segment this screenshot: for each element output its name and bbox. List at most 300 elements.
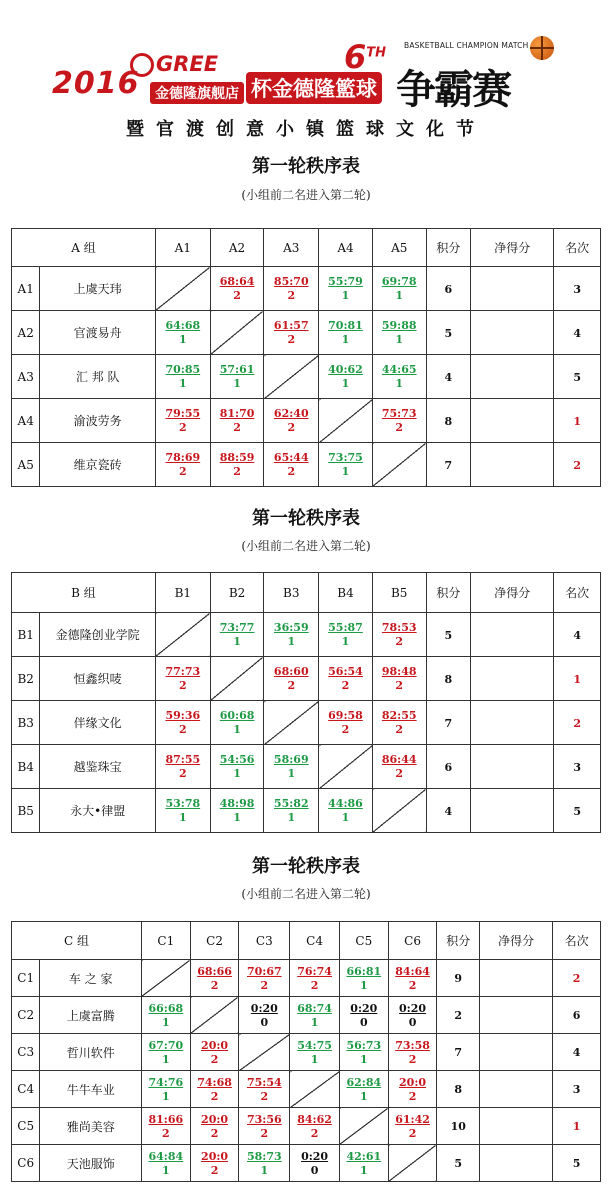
match-result-cell (155, 311, 210, 355)
match-result-cell (155, 701, 210, 745)
net-score-cell (471, 443, 554, 487)
net-score-cell (480, 1108, 553, 1145)
total-cell (426, 399, 471, 443)
match-points: 2 (178, 421, 187, 434)
net-score-cell (480, 1145, 553, 1182)
match-score: 70:85 (165, 363, 201, 376)
match-points: 1 (233, 811, 241, 824)
column-header: A5 (372, 229, 426, 267)
match-result-cell (210, 355, 264, 399)
match-score: 44:86 (328, 797, 363, 810)
event-banner (0, 0, 612, 148)
match-points: 1 (162, 1089, 170, 1103)
rank-value: 3 (572, 1083, 581, 1096)
match-score: 57:61 (219, 363, 255, 376)
brand-name: GREE (156, 52, 219, 76)
total-points: 7 (444, 458, 453, 472)
total-cell (426, 355, 471, 399)
match-points: 1 (287, 767, 296, 780)
rank-value: 4 (572, 1046, 581, 1059)
match-points: 1 (162, 1052, 170, 1066)
match-result-cell (372, 701, 426, 745)
total-cell (437, 1034, 480, 1071)
rank-value: 6 (572, 1009, 581, 1022)
match-score: 70:81 (328, 319, 363, 332)
self-match-cell (155, 267, 210, 311)
match-result-cell (290, 1108, 340, 1145)
match-result-cell (190, 1145, 239, 1182)
match-points: 2 (395, 767, 404, 780)
match-points: 2 (178, 465, 187, 478)
match-result-cell (339, 1145, 388, 1182)
match-points: 2 (178, 679, 187, 692)
total-points: 6 (444, 282, 453, 296)
match-points: 0 (310, 1163, 319, 1177)
standings-table (11, 921, 601, 1182)
rank-cell (554, 657, 601, 701)
net-score-cell (471, 613, 554, 657)
match-result-cell (239, 1145, 290, 1182)
total-points: 8 (444, 414, 453, 428)
match-points: 1 (310, 1052, 319, 1066)
column-header: A3 (264, 229, 319, 267)
match-points: 0 (260, 1015, 269, 1029)
match-result-cell (319, 267, 373, 311)
match-points: 1 (359, 1089, 368, 1103)
match-score: 75:73 (381, 407, 417, 420)
match-score: 64:68 (165, 319, 201, 332)
table-row (12, 745, 601, 789)
total-cell (437, 1108, 480, 1145)
match-result-cell (388, 960, 437, 997)
match-score: 74:76 (148, 1075, 184, 1089)
match-result-cell (264, 267, 319, 311)
match-score: 54:56 (219, 753, 255, 766)
team-code: B4 (12, 745, 40, 789)
match-score: 78:53 (381, 621, 417, 634)
match-score: 62:40 (273, 407, 309, 420)
match-score: 84:64 (395, 964, 430, 978)
total-points: 5 (454, 1157, 463, 1170)
match-result-cell (141, 1108, 190, 1145)
self-match-cell (388, 1145, 437, 1182)
match-result-cell (372, 311, 426, 355)
column-header: B5 (372, 573, 426, 613)
team-name: 上虞天玮 (40, 267, 156, 311)
team-name: 恒鑫织唛 (40, 657, 156, 701)
team-name: 雅尚美容 (40, 1108, 142, 1145)
match-result-cell (264, 613, 319, 657)
match-points: 2 (233, 421, 241, 434)
match-score: 48:98 (219, 797, 255, 810)
match-result-cell (264, 745, 319, 789)
column-header: C6 (388, 922, 437, 960)
rank-value: 2 (573, 716, 581, 730)
match-points: 2 (260, 978, 269, 992)
rank-cell (553, 1145, 601, 1182)
match-score: 73:75 (328, 451, 363, 464)
column-header: C4 (290, 922, 340, 960)
match-points: 1 (178, 811, 187, 824)
match-result-cell (388, 1108, 437, 1145)
match-score: 68:60 (273, 665, 309, 678)
match-points: 0 (359, 1015, 368, 1029)
match-result-cell (190, 960, 239, 997)
match-points: 2 (395, 635, 404, 648)
team-name: 牛牛车业 (40, 1071, 142, 1108)
match-score: 61:42 (395, 1112, 430, 1126)
total-points: 2 (454, 1009, 463, 1022)
event-subtitle: 暨官渡创意小镇篮球文化节 (126, 119, 486, 140)
match-points: 1 (178, 333, 187, 346)
match-points: 2 (287, 289, 296, 302)
match-score: 78:69 (165, 451, 201, 464)
table-row (12, 789, 601, 833)
team-code: C5 (12, 1108, 40, 1145)
match-result-cell (190, 1034, 239, 1071)
section-title: 第一轮秩序表 (252, 156, 360, 177)
rank-cell (553, 997, 601, 1034)
rank-value: 2 (573, 458, 581, 472)
team-code: A2 (12, 311, 40, 355)
self-match-cell (190, 997, 239, 1034)
match-result-cell (190, 1071, 239, 1108)
match-score: 77:73 (165, 665, 201, 678)
match-score: 68:74 (297, 1001, 332, 1015)
net-score-cell (471, 701, 554, 745)
team-code: C3 (12, 1034, 40, 1071)
match-score: 20:0 (201, 1149, 229, 1163)
total-cell (426, 701, 471, 745)
match-score: 74:68 (197, 1075, 232, 1089)
match-points: 1 (395, 289, 404, 302)
match-points: 2 (210, 1089, 219, 1103)
match-score: 44:65 (381, 363, 417, 376)
team-code: C6 (12, 1145, 40, 1182)
match-score: 56:73 (346, 1038, 382, 1052)
match-result-cell (239, 997, 290, 1034)
team-name: 官渡易舟 (40, 311, 156, 355)
match-points: 1 (359, 978, 368, 992)
total-header: 积分 (426, 573, 471, 613)
match-result-cell (319, 355, 373, 399)
match-points: 1 (178, 377, 187, 390)
column-header: A2 (210, 229, 264, 267)
match-result-cell (239, 1108, 290, 1145)
match-points: 1 (287, 811, 296, 824)
total-header: 积分 (426, 229, 471, 267)
match-result-cell (210, 399, 264, 443)
self-match-cell (372, 789, 426, 833)
banner-year: 2016 (52, 66, 140, 101)
table-row (12, 613, 601, 657)
group-label: C 组 (12, 922, 142, 960)
total-cell (426, 657, 471, 701)
section-note: (小组前二名进入第二轮) (241, 188, 371, 202)
match-score: 0:20 (250, 1001, 278, 1015)
team-name: 永大•律盟 (40, 789, 156, 833)
section-title: 第一轮秩序表 (252, 508, 360, 529)
table-row (12, 1145, 601, 1182)
edition-number: 6 (344, 38, 367, 76)
match-score: 81:70 (219, 407, 255, 420)
self-match-cell (264, 701, 319, 745)
column-header: A1 (155, 229, 210, 267)
match-result-cell (319, 613, 373, 657)
rank-cell (554, 443, 601, 487)
match-result-cell (155, 745, 210, 789)
match-points: 2 (310, 1126, 319, 1140)
rank-cell (554, 311, 601, 355)
match-points: 2 (233, 289, 241, 302)
total-header: 积分 (437, 922, 480, 960)
total-points: 7 (454, 1046, 463, 1059)
match-points: 2 (260, 1089, 269, 1103)
total-points: 4 (444, 804, 453, 818)
match-result-cell (264, 789, 319, 833)
net-score-cell (471, 745, 554, 789)
rank-cell (553, 1108, 601, 1145)
table-row (12, 701, 601, 745)
match-result-cell (210, 613, 264, 657)
match-points: 1 (233, 767, 241, 780)
total-points: 5 (444, 326, 453, 340)
match-points: 1 (395, 333, 404, 346)
match-points: 1 (310, 1015, 319, 1029)
team-name: 渝波劳务 (40, 399, 156, 443)
match-points: 0 (408, 1015, 417, 1029)
table-row (12, 960, 601, 997)
rank-cell (554, 613, 601, 657)
net-score-cell (480, 1034, 553, 1071)
match-score: 85:70 (273, 275, 309, 288)
match-score: 68:66 (197, 964, 232, 978)
total-cell (426, 745, 471, 789)
match-score: 76:74 (297, 964, 332, 978)
match-result-cell (141, 1034, 190, 1071)
rank-value: 1 (572, 1120, 581, 1133)
match-result-cell (319, 311, 373, 355)
event-title: 争霸赛 (396, 67, 510, 113)
group-label: B 组 (12, 573, 156, 613)
net-score-cell (471, 657, 554, 701)
match-result-cell (372, 355, 426, 399)
match-result-cell (141, 997, 190, 1034)
match-score: 75:54 (246, 1075, 282, 1089)
self-match-cell (319, 399, 373, 443)
match-points: 1 (233, 635, 241, 648)
header-row (12, 573, 601, 613)
cup-badge: 杯金德隆籃球 (246, 72, 382, 104)
match-score: 59:88 (381, 319, 417, 332)
edition-mark (344, 38, 386, 76)
team-name: 上虞富腾 (40, 997, 142, 1034)
self-match-cell (239, 1034, 290, 1071)
match-score: 61:57 (273, 319, 309, 332)
match-score: 55:82 (273, 797, 309, 810)
match-result-cell (372, 613, 426, 657)
match-result-cell (319, 701, 373, 745)
total-cell (426, 443, 471, 487)
rank-cell (554, 355, 601, 399)
team-name: 天池服饰 (40, 1145, 142, 1182)
self-match-cell (319, 745, 373, 789)
basketball-icon (530, 36, 554, 60)
match-points: 2 (408, 1089, 417, 1103)
standings-table (11, 228, 601, 487)
total-cell (426, 311, 471, 355)
match-points: 2 (162, 1126, 170, 1140)
self-match-cell (210, 311, 264, 355)
match-score: 66:81 (346, 964, 382, 978)
match-points: 2 (408, 1052, 417, 1066)
column-header: C2 (190, 922, 239, 960)
match-score: 0:20 (350, 1001, 378, 1015)
column-header: B4 (319, 573, 373, 613)
match-score: 79:55 (165, 407, 201, 420)
rank-cell (554, 789, 601, 833)
column-header: C3 (239, 922, 290, 960)
match-score: 73:77 (219, 621, 255, 634)
rank-value: 5 (573, 370, 581, 384)
match-score: 56:54 (328, 665, 363, 678)
table-row (12, 443, 601, 487)
rank-value: 5 (572, 1157, 581, 1170)
match-points: 2 (233, 465, 241, 478)
rank-value: 3 (573, 282, 581, 296)
net-score-cell (480, 997, 553, 1034)
column-header: C1 (141, 922, 190, 960)
match-score: 40:62 (328, 363, 363, 376)
table-row (12, 657, 601, 701)
total-cell (437, 1145, 480, 1182)
team-name: 哲川软件 (40, 1034, 142, 1071)
total-cell (426, 613, 471, 657)
match-result-cell (239, 1071, 290, 1108)
match-result-cell (264, 443, 319, 487)
total-cell (437, 1071, 480, 1108)
table-row (12, 267, 601, 311)
match-result-cell (155, 789, 210, 833)
match-result-cell (210, 701, 264, 745)
match-score: 20:0 (201, 1038, 229, 1052)
team-code: C2 (12, 997, 40, 1034)
net-score-header: 净得分 (471, 573, 554, 613)
match-points: 2 (287, 421, 296, 434)
match-result-cell (290, 1034, 340, 1071)
rank-header: 名次 (554, 229, 601, 267)
rank-value: 2 (572, 972, 581, 985)
match-points: 2 (287, 333, 296, 346)
total-cell (426, 267, 471, 311)
match-result-cell (372, 657, 426, 701)
table-row (12, 311, 601, 355)
match-result-cell (141, 1145, 190, 1182)
match-points: 1 (162, 1163, 170, 1177)
match-result-cell (372, 399, 426, 443)
self-match-cell (264, 355, 319, 399)
match-score: 88:59 (219, 451, 255, 464)
match-score: 81:66 (148, 1112, 184, 1126)
rank-cell (553, 1071, 601, 1108)
total-points: 8 (444, 672, 453, 686)
brand-logo (130, 52, 218, 77)
match-result-cell (155, 355, 210, 399)
table-row (12, 1034, 601, 1071)
match-score: 82:55 (381, 709, 417, 722)
match-points: 2 (178, 723, 187, 736)
standings-table (11, 572, 601, 833)
match-score: 69:78 (381, 275, 417, 288)
match-points: 2 (341, 679, 350, 692)
match-points: 2 (210, 978, 219, 992)
match-points: 2 (395, 421, 404, 434)
team-name: 伴缘文化 (40, 701, 156, 745)
team-name: 车 之 家 (40, 960, 142, 997)
total-points: 5 (444, 628, 453, 642)
rank-cell (554, 267, 601, 311)
match-result-cell (339, 1034, 388, 1071)
table-row (12, 355, 601, 399)
table-row (12, 399, 601, 443)
match-score: 59:36 (165, 709, 201, 722)
match-points: 1 (395, 377, 404, 390)
match-score: 58:73 (246, 1149, 282, 1163)
match-result-cell (155, 657, 210, 701)
group-label: A 组 (12, 229, 156, 267)
match-result-cell (339, 1071, 388, 1108)
rank-cell (554, 701, 601, 745)
match-result-cell (372, 267, 426, 311)
match-score: 53:78 (165, 797, 201, 810)
match-result-cell (190, 1108, 239, 1145)
match-score: 55:79 (328, 275, 363, 288)
net-score-cell (471, 311, 554, 355)
net-score-cell (480, 1071, 553, 1108)
net-score-cell (480, 960, 553, 997)
team-code: B2 (12, 657, 40, 701)
rank-header: 名次 (553, 922, 601, 960)
total-points: 8 (454, 1083, 463, 1096)
column-header: C5 (339, 922, 388, 960)
section-note: (小组前二名进入第二轮) (241, 539, 371, 553)
team-code: C4 (12, 1071, 40, 1108)
table-row (12, 1071, 601, 1108)
match-score: 54:75 (297, 1038, 332, 1052)
column-header: B1 (155, 573, 210, 613)
match-result-cell (155, 443, 210, 487)
match-result-cell (290, 1145, 340, 1182)
team-code: A1 (12, 267, 40, 311)
rank-cell (554, 745, 601, 789)
total-points: 4 (444, 370, 453, 384)
match-points: 2 (408, 978, 417, 992)
match-score: 98:48 (381, 665, 417, 678)
column-header: B3 (264, 573, 319, 613)
self-match-cell (210, 657, 264, 701)
team-code: A4 (12, 399, 40, 443)
match-score: 20:0 (201, 1112, 229, 1126)
total-cell (437, 960, 480, 997)
match-score: 67:70 (148, 1038, 184, 1052)
match-points: 1 (341, 289, 350, 302)
self-match-cell (339, 1108, 388, 1145)
match-points: 1 (341, 465, 350, 478)
store-badge: 金德隆旗舰店 (150, 82, 244, 104)
match-score: 73:58 (395, 1038, 430, 1052)
section-title: 第一轮秩序表 (252, 856, 360, 877)
match-result-cell (155, 399, 210, 443)
